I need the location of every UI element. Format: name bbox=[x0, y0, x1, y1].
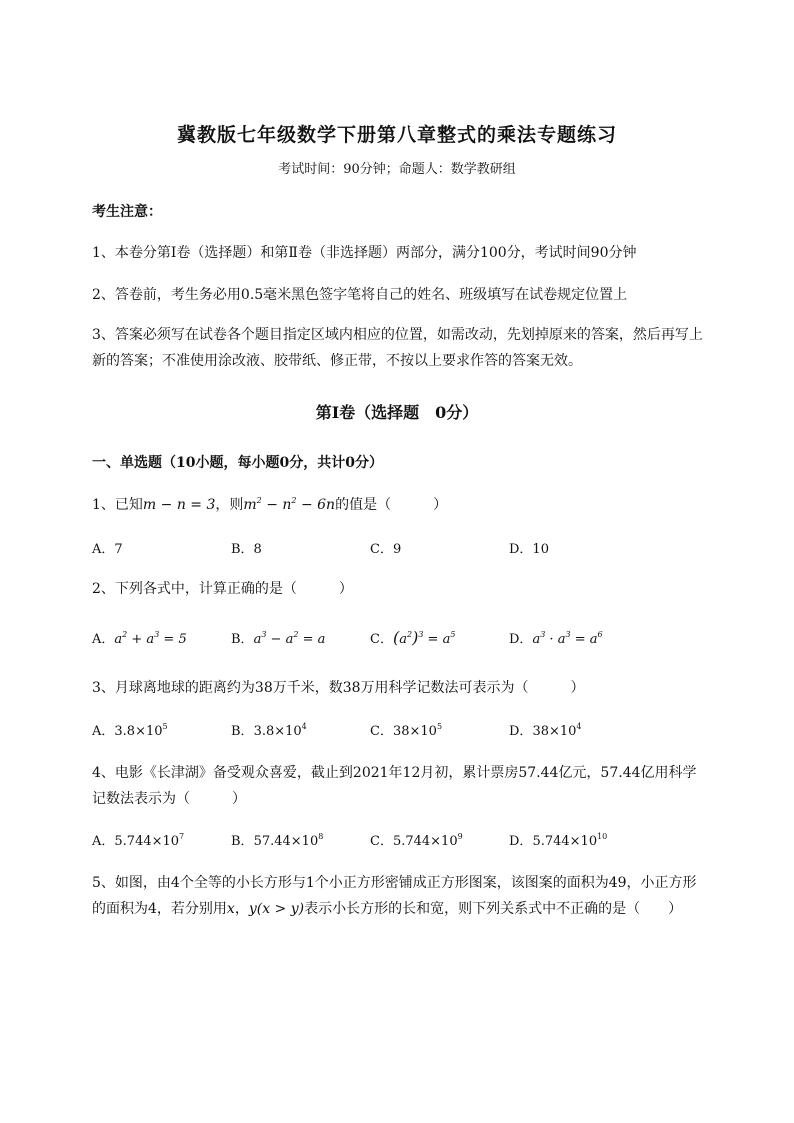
q1-condition: m − n = 3 bbox=[142, 497, 216, 513]
notice-item-3: 3、答案必须写在试卷各个题目指定区域内相应的位置，如需改动，先划掉原来的答案，然后再写上新的答案；不准使用涂改液、胶带纸、修正带，不按以上要求作答的答案无效。 bbox=[92, 327, 703, 369]
q2-option-a[interactable]: A．$a^2 + a^3 = 5$ bbox=[92, 630, 187, 647]
q4-option-b[interactable]: B．$57.44\times 10^8$ bbox=[231, 832, 324, 849]
q4-option-a[interactable]: A．$5.744\times 10^7$ bbox=[92, 832, 185, 849]
question-5-stem-line2: 的面积为4，若分别用x，y(x > y)表示小长方形的长和宽，则下列关系式中不正确的是（ ） bbox=[92, 901, 683, 917]
q4-option-d[interactable]: D．$5.744\times 10^{10}$ bbox=[509, 832, 608, 849]
q4-option-c[interactable]: C．$5.744\times 10^9$ bbox=[370, 832, 463, 849]
q1-option-b[interactable]: B．8 bbox=[231, 542, 262, 557]
notice-item-1: 1、本卷分第I卷（选择题）和第Ⅱ卷（非选择题）两部分，满分100分，考试时间90分钟 bbox=[92, 245, 637, 261]
q1-option-a[interactable]: A．7 bbox=[92, 542, 123, 557]
q2-option-b[interactable]: B．$a^3 - a^2 = a$ bbox=[231, 630, 326, 647]
question-5-stem-line1: 5、如图，由4个全等的小长方形与1个小正方形密铺成正方形图案，该图案的面积为49，小正方形 bbox=[92, 875, 697, 891]
q3-option-a[interactable]: A．$3.8\times 10^5$ bbox=[92, 722, 168, 739]
question-2-stem: 2、下列各式中，计算正确的是（ ） bbox=[92, 581, 353, 597]
question-3-stem: 3、月球离地球的距离约为38万千米，数38万用科学记数法可表示为（ ） bbox=[92, 680, 585, 696]
q3-option-d[interactable]: D．$38\times 10^4$ bbox=[509, 722, 582, 739]
section-title: 第I卷（选择题 0分） bbox=[315, 403, 479, 422]
q1-option-d[interactable]: D．10 bbox=[509, 542, 549, 557]
q2-option-c[interactable]: C．$(a^2)^3 = a^5$ bbox=[370, 628, 456, 647]
notice-heading: 考生注意： bbox=[92, 204, 162, 220]
notice-item-2: 2、答卷前，考生务必用0.5毫米黑色签字笔将自己的姓名、班级填写在试卷规定位置上 bbox=[92, 287, 628, 303]
q3-option-c[interactable]: C．$38\times 10^5$ bbox=[370, 722, 443, 739]
exam-subtitle: 考试时间：90分钟；命题人：数学教研组 bbox=[278, 162, 516, 177]
question-1-stem: 1、已知m − n = 3，则$m^2 - n^2 - 6n$的值是（ ） bbox=[92, 496, 448, 513]
q1-expression: $m^2 - n^2 - 6n$ bbox=[243, 496, 336, 513]
part-heading: 一、单选题（10小题，每小题0分，共计0分） bbox=[92, 455, 383, 471]
q3-option-b[interactable]: B．$3.8\times 10^4$ bbox=[231, 722, 307, 739]
question-4-stem-line2: 记数法表示为（ ） bbox=[92, 791, 246, 807]
q1-option-c[interactable]: C．9 bbox=[370, 542, 402, 557]
exam-title: 冀教版七年级数学下册第八章整式的乘法专题练习 bbox=[176, 124, 617, 146]
question-4-stem-line1: 4、电影《长津湖》备受观众喜爱，截止到2021年12月初，累计票房57.44亿元，57.44亿用科学 bbox=[92, 765, 697, 781]
q2-option-d[interactable]: D．$a^3 \cdot a^3 = a^6$ bbox=[509, 630, 603, 647]
